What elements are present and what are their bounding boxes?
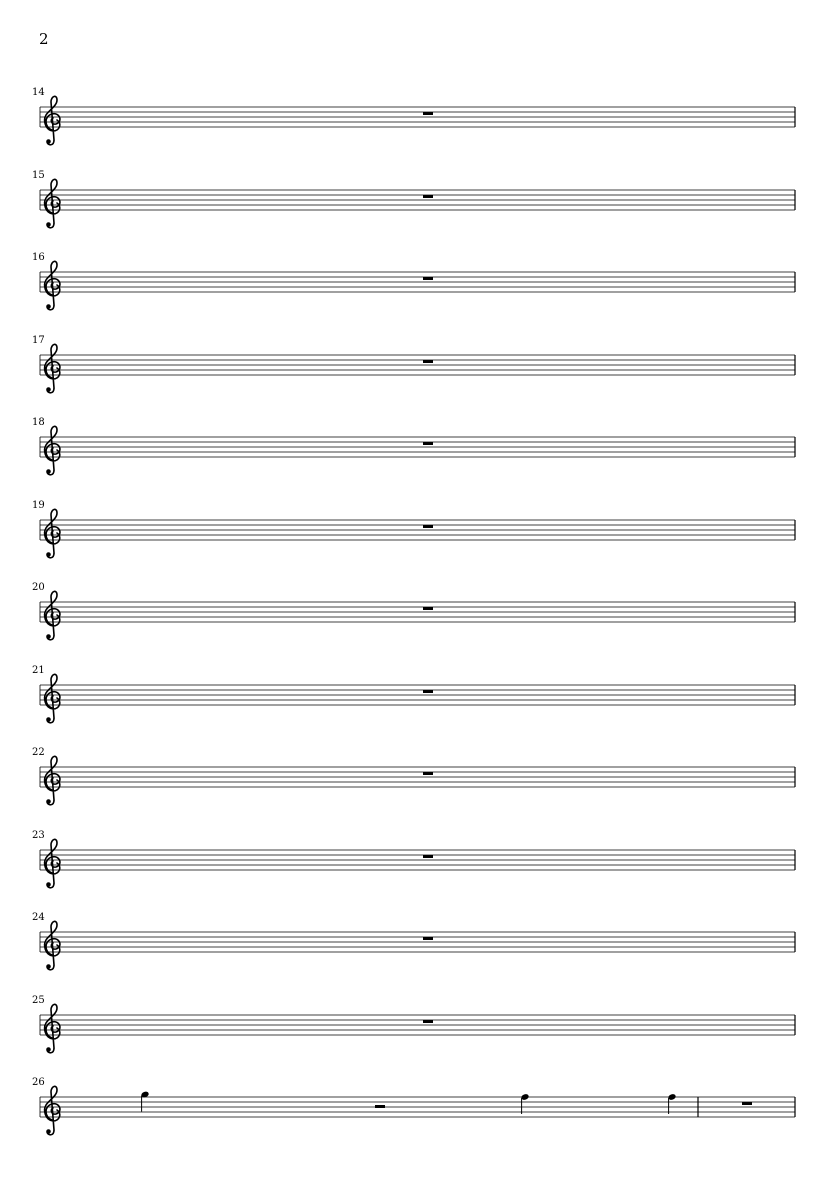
treble-clef-icon bbox=[45, 96, 60, 144]
measure-number: 15 bbox=[32, 169, 45, 181]
measure-number: 20 bbox=[32, 582, 45, 593]
staff-system bbox=[0, 418, 835, 488]
measure-number: 22 bbox=[32, 747, 45, 758]
treble-clef-icon bbox=[45, 426, 60, 474]
treble-clef-icon bbox=[45, 591, 60, 639]
measure-number: 14 bbox=[32, 87, 45, 98]
treble-clef-icon bbox=[45, 1004, 60, 1052]
whole-rest bbox=[423, 112, 433, 115]
staff-system bbox=[0, 666, 835, 736]
measure-number: 19 bbox=[32, 499, 45, 511]
staff-system bbox=[0, 831, 835, 901]
measure-number: 25 bbox=[32, 994, 45, 1006]
measure-number: 21 bbox=[32, 664, 45, 676]
staff-system bbox=[0, 253, 835, 323]
staff-system bbox=[0, 748, 835, 818]
whole-rest bbox=[423, 772, 433, 775]
staff-system bbox=[0, 501, 835, 571]
whole-rest bbox=[423, 937, 433, 940]
treble-clef-icon bbox=[45, 921, 60, 969]
staff-system bbox=[0, 171, 835, 241]
whole-rest bbox=[423, 855, 433, 858]
treble-clef-icon bbox=[45, 674, 60, 722]
whole-rest bbox=[423, 360, 433, 363]
treble-clef-icon bbox=[45, 179, 60, 227]
whole-rest bbox=[423, 442, 433, 445]
treble-clef-icon bbox=[45, 261, 60, 309]
staff-system bbox=[0, 996, 835, 1066]
whole-rest bbox=[423, 195, 433, 198]
whole-rest bbox=[423, 277, 433, 280]
measure-number: 18 bbox=[32, 417, 45, 428]
measure-number: 24 bbox=[32, 912, 45, 923]
whole-rest bbox=[423, 690, 433, 693]
measure-number: 23 bbox=[32, 829, 45, 841]
treble-clef-icon bbox=[45, 509, 60, 557]
staff-system bbox=[0, 336, 835, 406]
measure-number: 26 bbox=[32, 1077, 45, 1088]
staff-system bbox=[0, 1078, 835, 1148]
whole-rest bbox=[423, 607, 433, 610]
staff-system bbox=[0, 583, 835, 653]
measure-number: 16 bbox=[32, 252, 45, 263]
staff-system bbox=[0, 88, 835, 158]
staff-system bbox=[0, 913, 835, 983]
whole-rest bbox=[423, 525, 433, 528]
treble-clef-icon bbox=[45, 344, 60, 392]
treble-clef-icon bbox=[45, 756, 60, 804]
half-rest bbox=[375, 1105, 385, 1108]
treble-clef-icon bbox=[45, 839, 60, 887]
measure-number: 17 bbox=[32, 334, 45, 346]
page-number: 2 bbox=[39, 30, 49, 48]
whole-rest bbox=[742, 1102, 752, 1105]
treble-clef-icon bbox=[45, 1086, 60, 1134]
whole-rest bbox=[423, 1020, 433, 1023]
